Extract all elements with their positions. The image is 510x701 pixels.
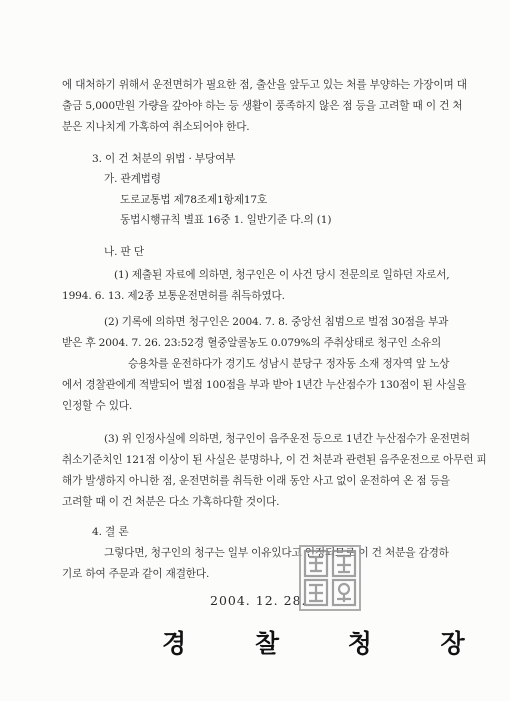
body-line: 동법시행규칙 별표 16중 1. 일반기준 다.의 (1) xyxy=(120,214,332,226)
sub-heading: 가. 관계법령 xyxy=(104,173,161,185)
body-line: 에서 경찰관에게 적발되어 벌점 100점을 부과 받아 1년간 누산점수가 130점이 된 사실을 xyxy=(62,379,467,391)
body-line: 에 대처하기 위해서 운전면허가 필요한 점, 출산을 앞두고 있는 처를 부양하는 가장이며 대 xyxy=(62,79,467,91)
body-line: 출금 5,000만원 가량을 갚아야 하는 등 생활이 풍족하지 않은 점 등을 고려할 때 이 건 처 xyxy=(62,100,463,112)
official-seal-stamp xyxy=(299,545,361,611)
body-line: (2) 기록에 의하면 청구인은 2004. 7. 8. 중앙선 침범으로 벌점 30점을 부과 xyxy=(104,316,449,328)
body-line: 1994. 6. 13. 제2종 보통운전면허를 취득하였다. xyxy=(62,290,285,302)
body-line: 취소기준치인 121점 이상이 된 사실은 분명하나, 이 건 처분과 관련된 음주운전으로 아무런 피 xyxy=(62,454,487,466)
body-line: 승용차를 운전하다가 경기도 성남시 분당구 정자동 소재 정자역 앞 노상 xyxy=(128,358,450,370)
section-heading: 3. 이 건 처분의 위법 · 부당여부 xyxy=(92,153,236,165)
body-line: 기로 하여 주문과 같이 재결한다. xyxy=(62,568,210,580)
body-line: 그렇다면, 청구인의 청구는 일부 이유있다고 인정되므로 이 건 처분을 감경하 xyxy=(104,547,449,559)
issuing-authority: 경 찰 청 장 xyxy=(162,629,495,658)
body-line: 도로교통법 제78조제1항제17호 xyxy=(120,194,268,206)
body-line: 고려할 때 이 건 처분은 다소 가혹하다할 것이다. xyxy=(62,496,280,508)
body-line: (1) 제출된 자료에 의하면, 청구인은 이 사건 당시 전문의로 일하던 자로서, xyxy=(114,269,450,281)
decision-date: 2004. 12. 28. xyxy=(210,593,307,608)
sub-heading: 나. 판 단 xyxy=(104,246,144,258)
body-line: 받은 후 2004. 7. 26. 23:52경 혈중알콜농도 0.079%의 주취상태로 청구인 소유의 xyxy=(62,337,442,349)
body-line: (3) 위 인정사실에 의하면, 청구인이 음주운전 등으로 1년간 누산점수가 운전면허 xyxy=(104,433,470,445)
body-line: 해가 발생하지 아니한 점, 운전면허를 취득한 이래 동안 사고 없이 운전하여 온 점 등을 xyxy=(62,475,450,487)
body-line: 인정할 수 있다. xyxy=(62,400,133,412)
section-heading: 4. 결 론 xyxy=(92,526,129,538)
body-line: 분은 지나치게 가혹하여 취소되어야 한다. xyxy=(62,121,250,133)
